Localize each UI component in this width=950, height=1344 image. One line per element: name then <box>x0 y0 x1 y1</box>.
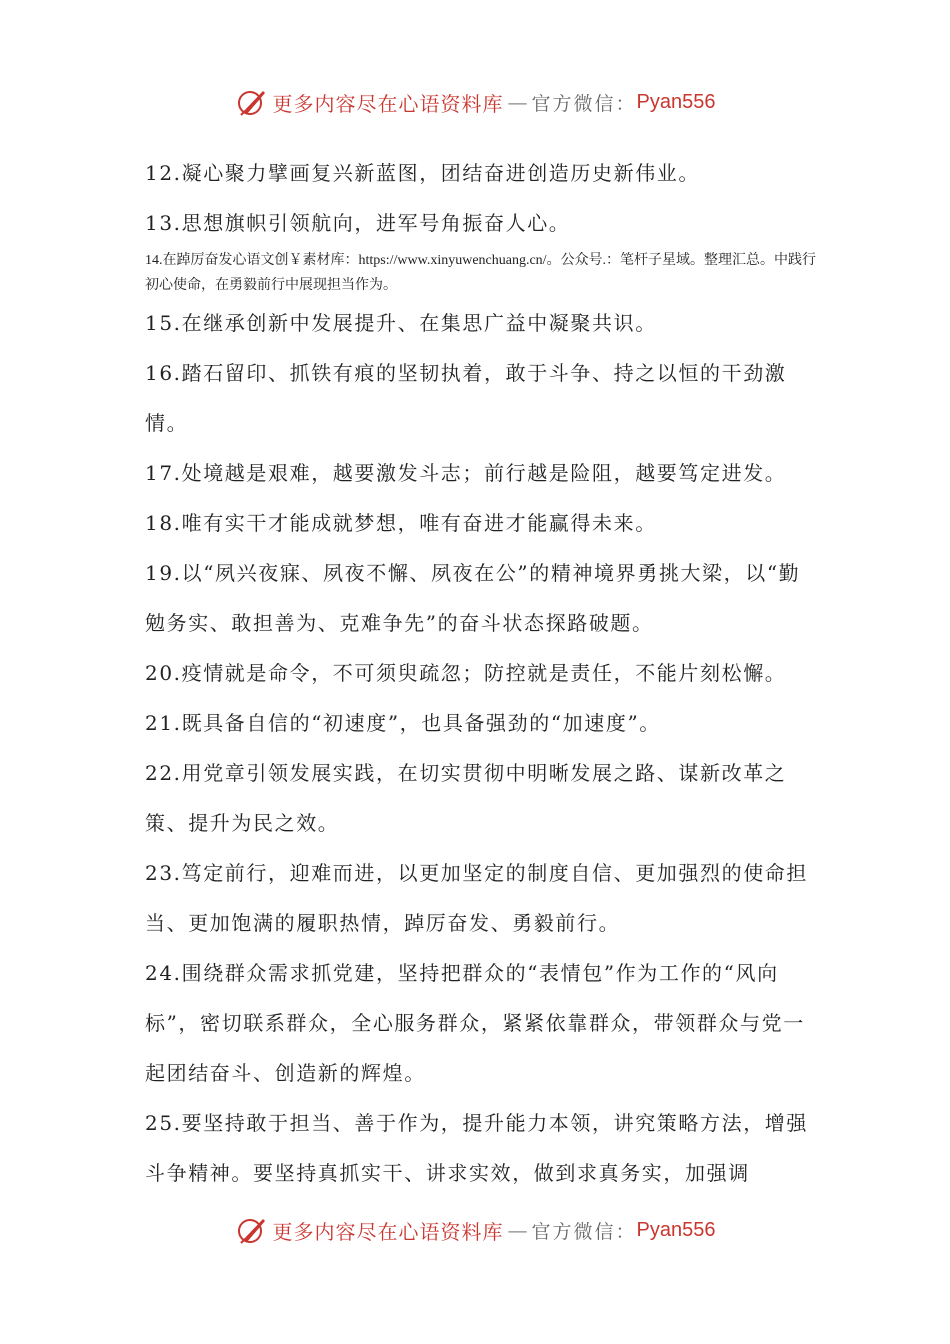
paragraph-15: 15.在继承创新中发展提升、在集思广益中凝聚共识。 <box>145 311 657 335</box>
watermark-wechat-label: 官方微信： <box>531 92 637 115</box>
paragraph-19: 19.以“夙兴夜寐、夙夜不懈、夙夜在公”的精神境界勇挑大梁，以“勤勉务实、敢担善为、克难争先”的奋斗状态探路破题。 <box>145 561 801 635</box>
paragraph-16: 16.踏石留印、抓铁有痕的坚韧执着，敢于斗争、持之以恒的干劲激情。 <box>145 361 787 435</box>
header-watermark <box>0 82 950 122</box>
quill-logo-icon <box>235 1213 269 1247</box>
document-body <box>145 148 817 1198</box>
paragraph-23: 23.笃定前行，迎难而进，以更加坚定的制度自信、更加强烈的使命担当、更加饱满的履职热情，踔厉奋发、勇毅前行。 <box>145 861 809 935</box>
watermark-wechat-label: 官方微信： <box>531 1220 637 1243</box>
paragraph-17: 17.处境越是艰难，越要激发斗志；前行越是险阻，越要笃定进发。 <box>145 461 787 485</box>
paragraph-22: 22.用党章引领发展实践，在切实贯彻中明晰发展之路、谋新改革之策、提升为民之效。 <box>145 761 787 835</box>
paragraph-25: 25.要坚持敢于担当、善于作为，提升能力本领，讲究策略方法，增强斗争精神。要坚持真抓实干、讲求实效，做到求真务实，加强调 <box>145 1111 809 1185</box>
paragraph-21: 21.既具备自信的“初速度”，也具备强劲的“加速度”。 <box>145 711 661 735</box>
paragraph-12: 12.凝心聚力擘画复兴新蓝图，团结奋进创造历史新伟业。 <box>145 161 701 185</box>
paragraph-13: 13.思想旗帜引领航向，进军号角振奋人心。 <box>145 211 571 235</box>
watermark-wechat-id: Pyan556 <box>636 90 716 113</box>
paragraph-18: 18.唯有实干才能成就梦想，唯有奋进才能赢得未来。 <box>145 511 657 535</box>
quill-logo-icon <box>235 85 269 119</box>
watermark-brand: 更多内容尽在心语资料库 <box>272 1219 504 1244</box>
paragraph-14-watermark-text: 14.在踔厉奋发心语文创￥素材库：https://www.xinyuwenchuang.cn/。公众号.：笔杆子星域。整理汇总。中践行初心使命，在勇毅前行中展现担当作为。 <box>145 253 817 293</box>
watermark-separator: — <box>507 1218 528 1242</box>
watermark-separator: — <box>507 90 528 114</box>
watermark-brand: 更多内容尽在心语资料库 <box>272 91 504 116</box>
watermark-wechat-id: Pyan556 <box>636 1218 716 1241</box>
paragraph-20: 20.疫情就是命令，不可须臾疏忽；防控就是责任，不能片刻松懈。 <box>145 661 787 685</box>
paragraph-24: 24.围绕群众需求抓党建，坚持把群众的“表情包”作为工作的“风向标”，密切联系群众，全心服务群众，紧紧依靠群众，带领群众与党一起团结奋斗、创造新的辉煌。 <box>145 961 805 1085</box>
footer-watermark <box>0 1210 950 1250</box>
